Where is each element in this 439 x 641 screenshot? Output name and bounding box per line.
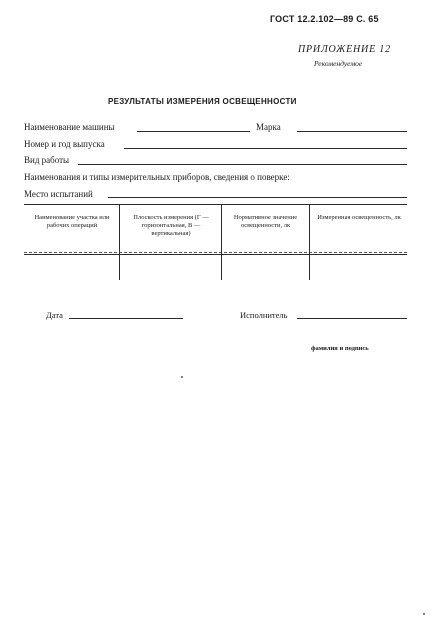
- table-column-divider: [119, 204, 120, 280]
- results-table: [24, 204, 407, 281]
- machine-name-label: Наименование машины: [24, 122, 115, 132]
- column-header-operation: Наименование участка или рабочих операций: [34, 214, 110, 229]
- page-title: РЕЗУЛЬТАТЫ ИЗМЕРЕНИЯ ОСВЕЩЕННОСТИ: [108, 97, 297, 106]
- date-field[interactable]: [69, 318, 183, 319]
- standard-number: ГОСТ 12.2.102—89 С. 65: [270, 14, 379, 24]
- executor-field[interactable]: [297, 318, 407, 319]
- appendix-label: ПРИЛОЖЕНИЕ 12: [298, 44, 391, 55]
- table-header-divider: [24, 252, 407, 253]
- test-site-field[interactable]: [108, 197, 407, 198]
- test-site-label: Место испытаний: [24, 189, 93, 199]
- stray-mark: [423, 613, 425, 615]
- brand-field[interactable]: [297, 131, 407, 132]
- stray-mark: [181, 376, 183, 378]
- machine-name-field[interactable]: [137, 131, 250, 132]
- date-label: Дата: [46, 310, 63, 320]
- column-header-measured: Измеренная освещенность, лк: [317, 214, 401, 221]
- instruments-label: Наименования и типы измерительных приборов, сведения о поверке:: [24, 172, 290, 182]
- number-year-field[interactable]: [124, 148, 407, 149]
- number-year-label: Номер и год выпуска: [24, 139, 105, 149]
- work-type-label: Вид работы: [24, 155, 70, 165]
- column-header-plane: Плоскость измерения (Г — горизонтальная, В — вертикальная): [133, 214, 209, 237]
- table-column-divider: [221, 204, 222, 280]
- brand-label: Марка: [256, 122, 281, 132]
- table-header-divider-solid: [24, 254, 407, 255]
- executor-sublabel: фамилия и подпись: [311, 345, 369, 352]
- table-column-divider: [309, 204, 310, 280]
- table-top-border: [24, 204, 407, 205]
- column-header-normative: Нормативное значение освещенности, лк: [233, 214, 298, 229]
- appendix-status: Рекомендуемое: [314, 59, 363, 68]
- executor-label: Исполнитель: [240, 310, 288, 320]
- work-type-field[interactable]: [78, 164, 407, 165]
